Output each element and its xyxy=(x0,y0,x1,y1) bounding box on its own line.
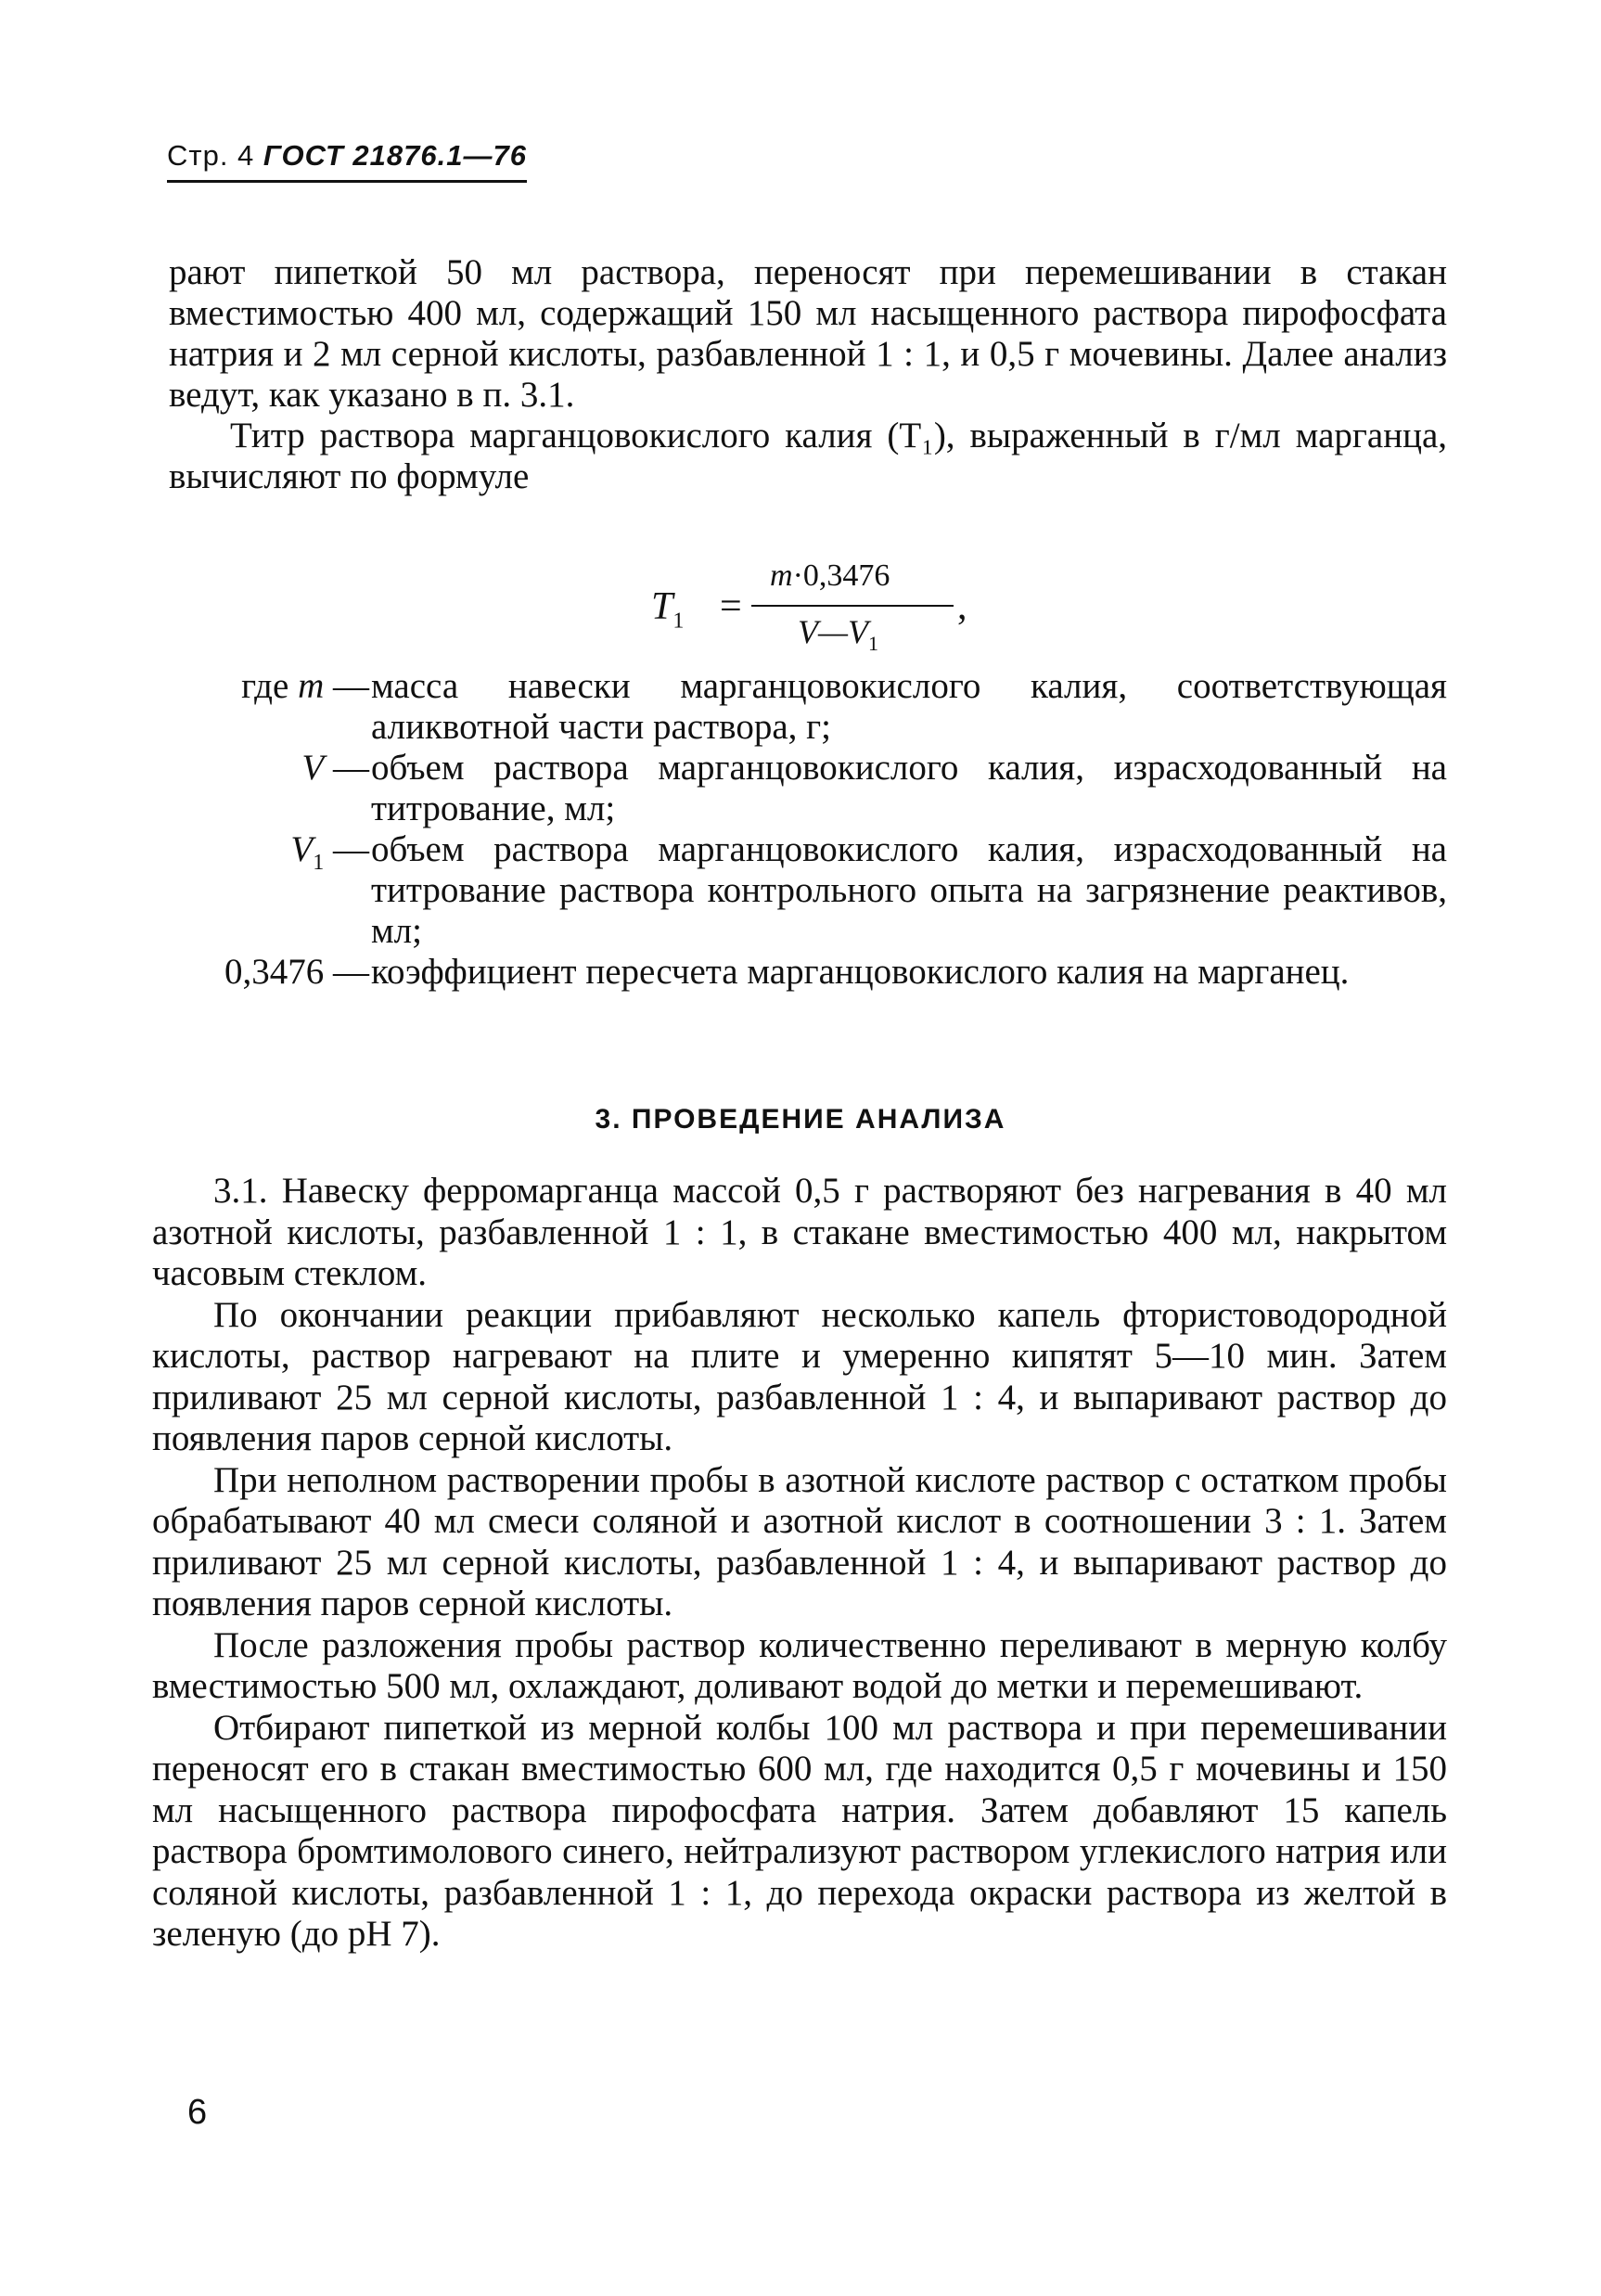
header-standard: ГОСТ 21876.1—76 xyxy=(263,139,527,172)
analysis-paragraph-2: По окончании реакции прибавляют несколько капель фтористоводородной кислоты, раствор нагревают на плите и умеренно кипятят 5—10 мин. Затем приливают 25 мл серной кислоты, разбавленной 1 : 4, и выпаривают раствор до появления паров серной кислоты. xyxy=(152,1294,1447,1458)
titre-formula xyxy=(651,558,985,661)
analysis-block xyxy=(152,1171,1447,1956)
formula-numerator: m·0,3476 xyxy=(770,558,890,593)
intro-paragraph-2: Титр раствора марганцовокислого калия (T₁), выраженный в г/мл марганца, вычисляют по формуле xyxy=(169,416,1447,496)
page-number: 6 xyxy=(187,2093,208,2132)
formula-equals: = xyxy=(720,585,742,628)
intro-block xyxy=(169,252,1447,497)
definition-text: объем раствора марганцовокислого калия, израсходованный на титрование раствора контрольного опыта на загрязнение реактивов, мл; xyxy=(371,829,1447,951)
analysis-paragraph-5: Отбирают пипеткой из мерной колбы 100 мл раствора и при перемешивании переносят его в стакан вместимостью 600 мл, где находится 0,5 г мочевины и 150 мл насыщенного раствора пирофосфата натрия. Затем добавляют 15 капель раствора бромтимолового синего, нейтрализуют раствором углекислого натрия или соляной кислоты, разбавленной 1 : 1, до перехода окраски раствора из желтой в зеленую (до pH 7). xyxy=(152,1707,1447,1954)
formula-lhs: $T_1$ xyxy=(651,585,685,634)
definition-text: объем раствора марганцовокислого калия, израсходованный на титрование, мл; xyxy=(371,748,1447,828)
definition-term: где m — xyxy=(241,666,369,706)
definition-item xyxy=(169,829,1447,952)
page-header xyxy=(167,139,527,183)
definition-text: масса навески марганцовокислого калия, соответствующая аликвотной части раствора, г; xyxy=(371,666,1447,747)
definition-item xyxy=(169,666,1447,748)
definition-text: коэффициент пересчета марганцовокислого калия на марганец. xyxy=(371,952,1350,992)
analysis-paragraph-3: При неполном растворении пробы в азотной кислоте раствор с остатком пробы обрабатывают 40 мл смеси соляной и азотной кислот в соотношении 3 : 1. Затем приливают 25 мл серной кислоты, разбавленной 1 : 4, и выпаривают раствор до появления паров серной кислоты. xyxy=(152,1459,1447,1623)
definition-item xyxy=(169,952,1447,993)
intro-paragraph-1: рают пипеткой 50 мл раствора, переносят при перемешивании в стакан вместимостью 400 мл, содержащий 150 мл насыщенного раствора пирофосфата натрия и 2 мл серной кислоты, разбавленной 1 : 1, и 0,5 г мочевины. Далее анализ ведут, как указано в п. 3.1. xyxy=(169,252,1447,415)
definition-item xyxy=(169,748,1447,829)
symbol-definitions xyxy=(169,666,1447,993)
formula-denominator: $V—V_1$ xyxy=(798,613,878,656)
definition-term: 0,3476 — xyxy=(224,952,369,992)
definition-term: V — xyxy=(301,748,369,788)
analysis-paragraph-4: После разложения пробы раствор количественно переливают в мерную колбу вместимостью 500 мл, охлаждают, доливают водой до метки и перемешивают. xyxy=(152,1624,1447,1706)
definition-term: $V_1$ — xyxy=(290,829,369,875)
header-page-ref: Стр. 4 xyxy=(167,139,255,172)
analysis-paragraph-1: 3.1. Навеску ферромарганца массой 0,5 г растворяют без нагревания в 40 мл азотной кислоты, разбавленной 1 : 1, в стакане вместимостью 400 мл, накрытом часовым стеклом. xyxy=(152,1171,1447,1293)
formula-trailing-comma: , xyxy=(957,585,967,628)
formula-fraction-bar xyxy=(751,605,954,607)
section-heading: 3. ПРОВЕДЕНИЕ АНАЛИЗА xyxy=(595,1104,1006,1135)
